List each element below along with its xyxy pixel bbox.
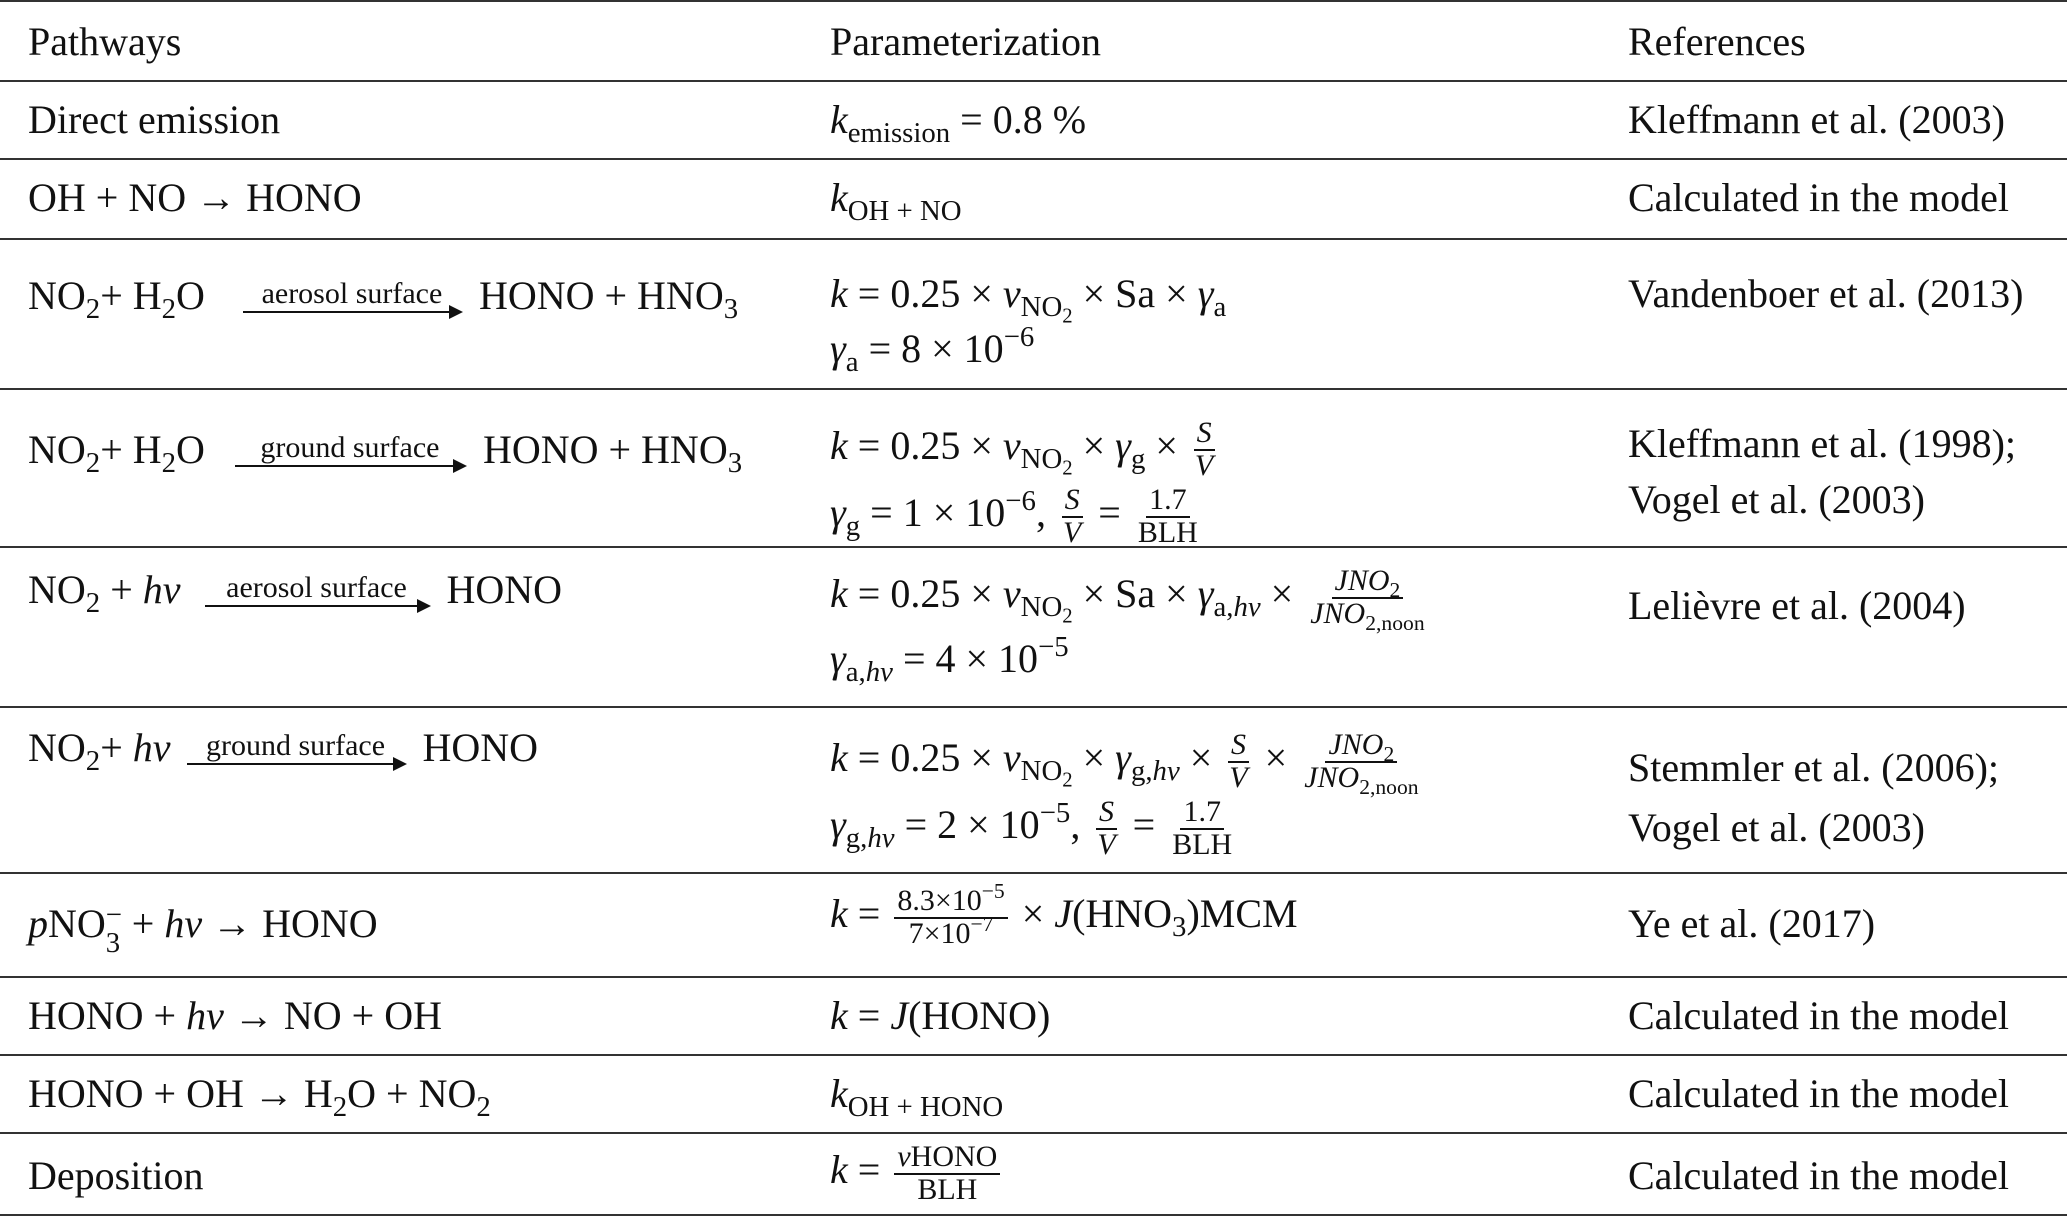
subscript: 2 bbox=[1062, 769, 1073, 792]
particle-prefix: p bbox=[28, 901, 48, 946]
table-row bbox=[0, 160, 2067, 240]
subscript: hv bbox=[867, 822, 895, 855]
parameterization-cell bbox=[830, 730, 1426, 860]
reference-cell: Lelièvre et al. (2004) bbox=[1628, 583, 1966, 628]
parameterization-cell bbox=[830, 1142, 1004, 1205]
reactant: HONO + bbox=[28, 993, 187, 1038]
table-row bbox=[0, 708, 2067, 874]
parameterization-cell bbox=[830, 271, 1227, 379]
table-header-row bbox=[0, 0, 2067, 82]
reaction-arrow bbox=[205, 571, 429, 611]
equation-text: (HONO) bbox=[908, 993, 1051, 1038]
k-symbol: k bbox=[830, 570, 848, 616]
reference-cell: Ye et al. (2017) bbox=[1628, 901, 1876, 946]
subscript: 2 bbox=[85, 587, 101, 620]
k-symbol: k bbox=[830, 890, 848, 936]
subscript: hv bbox=[865, 656, 893, 689]
subscript: 2 bbox=[1062, 605, 1073, 628]
gamma-symbol: γ bbox=[830, 325, 846, 371]
reactant: NO bbox=[28, 567, 86, 612]
header-parameterization: Parameterization bbox=[830, 19, 1101, 64]
subscript: 2 bbox=[85, 293, 101, 326]
k-symbol: k bbox=[830, 175, 848, 220]
fraction: $\frac{8.3\times 10^{-5}}{7\times 10^{-7}}$ bbox=[894, 886, 1007, 949]
pathway-cell bbox=[28, 567, 563, 620]
superscript: −6 bbox=[1005, 485, 1036, 518]
subscript: 3 bbox=[723, 293, 739, 326]
parameterization-cell bbox=[830, 418, 1220, 548]
k-symbol: k bbox=[830, 97, 848, 142]
pathway-cell: Direct emission bbox=[28, 97, 281, 142]
reactant: NO bbox=[28, 273, 86, 318]
equation-text: (HNO bbox=[1072, 890, 1173, 936]
product: HONO + HNO bbox=[478, 273, 724, 318]
gamma-symbol: γ bbox=[1115, 734, 1131, 780]
subscript: emission bbox=[847, 117, 951, 150]
superscript: −6 bbox=[1003, 321, 1035, 353]
equation-text: = 0.25 × bbox=[857, 734, 1003, 780]
equation-text: = 1 × 10 bbox=[870, 489, 1006, 535]
subscript: g bbox=[845, 510, 861, 543]
velocity-symbol: v bbox=[1002, 570, 1021, 616]
product: HONO + HNO bbox=[482, 427, 728, 472]
reactant: + H bbox=[100, 273, 162, 318]
arrow-label: aerosol surface bbox=[261, 277, 443, 310]
equation-text: = bbox=[1088, 489, 1131, 535]
equation-text: = 0.8 % bbox=[960, 97, 1087, 142]
subscript: hv bbox=[1152, 754, 1180, 787]
equation-text: × bbox=[1260, 570, 1304, 616]
reactant: + bbox=[100, 725, 133, 770]
fraction: $\frac{1.7}{\text{BLH}}$ bbox=[1172, 795, 1233, 861]
reference-line: Vogel et al. (2003) bbox=[1628, 805, 1925, 850]
equation-text: × bbox=[1145, 422, 1188, 468]
photon-symbol: hv bbox=[142, 567, 181, 612]
fraction: $\frac{S}{V}$ bbox=[1229, 728, 1248, 794]
reaction-arrow bbox=[243, 277, 461, 317]
product: → NO + OH bbox=[223, 993, 442, 1038]
product: HONO bbox=[422, 725, 539, 770]
pathway-cell: OH + NO → HONO bbox=[28, 175, 362, 220]
parameterization-cell bbox=[830, 1071, 1004, 1124]
equation-text: = 8 × 10 bbox=[868, 325, 1004, 371]
table-row bbox=[0, 548, 2067, 708]
subscript: a bbox=[845, 346, 859, 379]
parameterization-cell bbox=[830, 993, 1051, 1038]
k-symbol: k bbox=[830, 422, 848, 468]
velocity-symbol: v bbox=[1002, 734, 1021, 780]
subscript: OH + NO bbox=[847, 195, 962, 228]
equation-text: × bbox=[1072, 422, 1116, 468]
gamma-symbol: γ bbox=[830, 636, 846, 682]
subscript: 2 bbox=[476, 1091, 491, 1124]
reference-cell: Calculated in the model bbox=[1628, 1071, 2009, 1116]
fraction: $\frac{S}{V}$ bbox=[1062, 483, 1082, 549]
velocity-symbol: v bbox=[1002, 422, 1021, 468]
subscript: 2 bbox=[332, 1091, 348, 1124]
reaction-arrow bbox=[187, 729, 405, 769]
equation-text: , bbox=[1070, 801, 1091, 847]
superscript: −5 bbox=[1038, 631, 1069, 664]
parameterization-cell bbox=[830, 175, 962, 228]
table-row bbox=[0, 240, 2067, 390]
equation-text: = 0.25 × bbox=[857, 422, 1003, 468]
pathway-cell: Deposition bbox=[28, 1153, 204, 1198]
photon-symbol: hv bbox=[186, 993, 224, 1038]
subscript: hv bbox=[1233, 590, 1261, 623]
product: HONO bbox=[446, 567, 563, 612]
subscript: NO bbox=[1020, 291, 1063, 324]
subscript: a, bbox=[845, 656, 866, 689]
table-row bbox=[0, 390, 2067, 548]
reference-cell: Calculated in the model bbox=[1628, 175, 2009, 220]
reactant: HONO + OH → H bbox=[28, 1071, 333, 1116]
reference-cell bbox=[1628, 745, 2000, 850]
j-symbol: J bbox=[1054, 890, 1073, 936]
product: → HONO bbox=[202, 901, 378, 946]
gamma-symbol: γ bbox=[830, 489, 846, 535]
parameterization-cell bbox=[830, 97, 1087, 150]
table-row bbox=[0, 874, 2067, 978]
equation-text: = bbox=[847, 890, 891, 936]
arrow-label: ground surface bbox=[205, 729, 386, 762]
pathway-cell bbox=[28, 1071, 491, 1124]
equation-text: = 0.25 × bbox=[857, 271, 1003, 316]
arrow-label: aerosol surface bbox=[226, 571, 407, 604]
reference-line: Vogel et al. (2003) bbox=[1628, 477, 1925, 522]
equation-text: = 4 × 10 bbox=[892, 636, 1039, 682]
equation-text: × bbox=[1072, 734, 1116, 780]
gamma-symbol: γ bbox=[1197, 570, 1214, 616]
equation-text: )MCM bbox=[1186, 890, 1298, 936]
arrow-label: ground surface bbox=[260, 431, 440, 464]
equation-text: = bbox=[1122, 801, 1166, 847]
reference-cell: Vandenboer et al. (2013) bbox=[1628, 271, 2024, 316]
pathway-cell bbox=[28, 427, 743, 480]
reaction-arrow bbox=[235, 431, 465, 471]
equation-text: × bbox=[1179, 734, 1223, 780]
fraction: $\frac{\text{vHONO}}{\text{BLH}}$ bbox=[894, 1142, 1000, 1205]
equation-text: , bbox=[1035, 489, 1056, 535]
reactant: NO bbox=[28, 725, 86, 770]
fraction: $\frac{S}{V}$ bbox=[1194, 416, 1214, 482]
subscript: NO bbox=[1020, 590, 1063, 623]
fraction: $\frac{JNO_2}{JNO_{2,noon}}$ bbox=[1310, 564, 1425, 635]
subscript: NO bbox=[1020, 754, 1063, 787]
subscript: 2 bbox=[85, 745, 101, 778]
subscript: 3 bbox=[727, 447, 743, 480]
pathway-cell bbox=[28, 993, 442, 1038]
subscript: 2 bbox=[85, 447, 101, 480]
header-pathways: Pathways bbox=[28, 19, 182, 64]
equation-text: = bbox=[847, 993, 891, 1038]
subscript: 2 bbox=[1062, 305, 1073, 328]
reference-line: Stemmler et al. (2006); bbox=[1628, 745, 2000, 790]
photon-symbol: hv bbox=[132, 725, 171, 770]
equation-text: × bbox=[1254, 734, 1298, 780]
superscript: −5 bbox=[1039, 797, 1071, 830]
gamma-symbol: γ bbox=[1197, 271, 1214, 316]
reference-cell: Kleffmann et al. (2003) bbox=[1628, 97, 2005, 142]
fraction: $\frac{S}{V}$ bbox=[1097, 795, 1116, 861]
reference-cell: Calculated in the model bbox=[1628, 1153, 2009, 1198]
k-symbol: k bbox=[830, 734, 848, 780]
reference-line: Kleffmann et al. (1998); bbox=[1628, 421, 2017, 466]
equation-text: × Sa × bbox=[1072, 271, 1198, 316]
subscript: NO bbox=[1020, 442, 1063, 475]
parameterization-cell bbox=[830, 564, 1432, 689]
k-symbol: k bbox=[830, 993, 848, 1038]
reactant: + bbox=[100, 567, 143, 612]
table-row bbox=[0, 1056, 2067, 1134]
subscript: g, bbox=[1130, 754, 1153, 787]
fraction: $\frac{JNO_2}{JNO_{2,noon}}$ bbox=[1304, 728, 1419, 799]
equation-text: = 0.25 × bbox=[857, 570, 1003, 616]
k-symbol: k bbox=[830, 1146, 848, 1192]
pathway-cell bbox=[28, 273, 739, 326]
reactant: + H bbox=[100, 427, 162, 472]
equation-text: × Sa × bbox=[1072, 570, 1198, 616]
table-row bbox=[0, 978, 2067, 1056]
product: O + NO bbox=[347, 1071, 477, 1116]
subscript: g, bbox=[845, 822, 868, 855]
reactant: O bbox=[176, 427, 205, 472]
fraction: $\frac{1.7}{\text{BLH}}$ bbox=[1137, 483, 1198, 549]
reference-cell: Calculated in the model bbox=[1628, 993, 2009, 1038]
photon-symbol: hv bbox=[164, 901, 203, 946]
subscript: OH + HONO bbox=[847, 1091, 1004, 1124]
reactant: NO bbox=[48, 901, 106, 946]
velocity-symbol: v bbox=[1002, 271, 1021, 316]
subscript: a bbox=[1213, 291, 1227, 324]
pathway-cell: pNO − 3 + hv → HONO bbox=[28, 899, 378, 959]
gamma-symbol: γ bbox=[1115, 422, 1131, 468]
subscript: 2 bbox=[1062, 457, 1073, 480]
reactant: O bbox=[176, 273, 205, 318]
parameterization-cell bbox=[830, 879, 1298, 950]
table-row bbox=[0, 80, 2067, 160]
header-references: References bbox=[1628, 19, 1806, 64]
k-symbol: k bbox=[830, 271, 848, 316]
subscript: 2 bbox=[161, 293, 177, 326]
subscript: g bbox=[1130, 442, 1146, 475]
subscript: 2 bbox=[161, 447, 177, 480]
subscript: a, bbox=[1213, 590, 1234, 623]
reference-cell bbox=[1628, 421, 2017, 522]
j-symbol: J bbox=[890, 993, 909, 1038]
subscript: 3 bbox=[1172, 910, 1187, 943]
k-symbol: k bbox=[830, 1071, 848, 1116]
pathway-cell bbox=[28, 725, 539, 778]
equation-text: = bbox=[847, 1146, 891, 1192]
table-row bbox=[0, 1134, 2067, 1216]
gamma-symbol: γ bbox=[830, 801, 846, 847]
reactant: NO bbox=[28, 427, 86, 472]
equation-text: = 2 × 10 bbox=[894, 801, 1040, 847]
equation-text: × bbox=[1011, 890, 1055, 936]
reactant: + bbox=[121, 901, 165, 946]
